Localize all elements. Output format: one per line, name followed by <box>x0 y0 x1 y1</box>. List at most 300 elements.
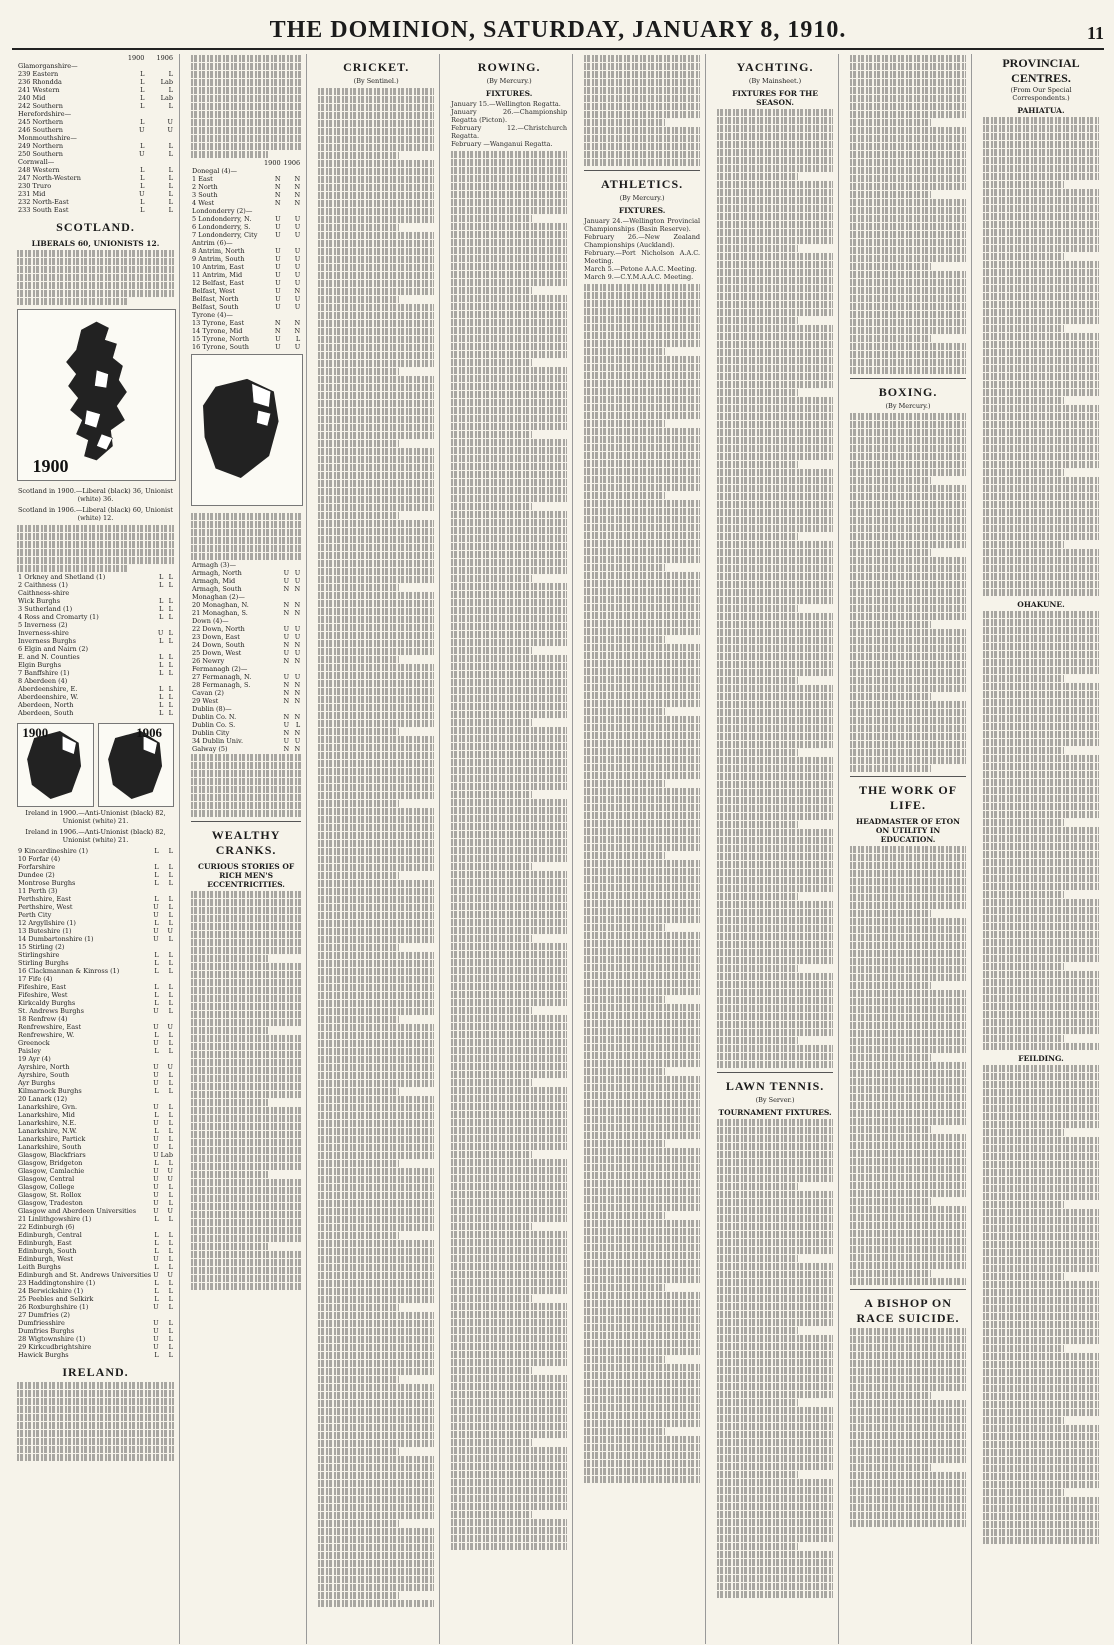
text-line <box>717 1175 833 1182</box>
text-line <box>191 1227 301 1234</box>
constituency-cell: Paisley <box>18 1047 41 1055</box>
text-line <box>451 1175 567 1182</box>
masthead <box>12 8 1104 50</box>
text-line <box>584 1452 700 1459</box>
text-line <box>318 1480 434 1487</box>
text-line <box>451 871 567 878</box>
text-line <box>717 1495 833 1502</box>
constituency-cell: Hawick Burghs <box>18 1351 69 1359</box>
text-line <box>717 773 833 780</box>
text-line <box>717 1207 833 1214</box>
text-line <box>584 1364 700 1371</box>
text-line <box>850 1270 931 1277</box>
text-line <box>318 536 434 543</box>
text-line <box>318 240 434 247</box>
text-line <box>191 1179 301 1186</box>
result-cell: N <box>283 585 290 593</box>
result-cell: N <box>283 745 290 753</box>
text-line <box>850 287 966 294</box>
result-cell: U <box>294 737 301 745</box>
constituency-cell: 6 Londonderry, S. <box>192 223 251 231</box>
text-line <box>717 461 798 468</box>
text-line <box>451 223 567 230</box>
text-line <box>983 715 1099 722</box>
text-line <box>318 872 399 879</box>
text-line <box>584 364 700 371</box>
text-line <box>318 1136 434 1143</box>
result-cell: U <box>167 1063 173 1071</box>
text-line <box>318 1448 399 1455</box>
text-line <box>717 845 833 852</box>
text-line <box>451 759 567 766</box>
result-cell: U <box>153 1191 159 1199</box>
text-line <box>318 1080 434 1087</box>
table-row <box>191 649 301 657</box>
text-line <box>983 859 1099 866</box>
result-cell: U <box>294 271 301 279</box>
text-line <box>451 1271 567 1278</box>
constituency-cell: Glamorganshire— <box>18 62 78 70</box>
text-line <box>451 311 567 318</box>
text-line <box>983 237 1099 244</box>
result-cell <box>279 561 290 569</box>
constituency-cell: Edinburgh, East <box>18 1239 72 1247</box>
constituency-cell: 9 Kincardineshire (1) <box>18 847 89 855</box>
text-line <box>451 1367 532 1374</box>
result-cell: U <box>283 625 290 633</box>
text-line <box>983 795 1099 802</box>
result-cell: L <box>168 991 173 999</box>
text-line <box>850 437 966 444</box>
text-line <box>584 476 700 483</box>
text-line <box>850 1134 966 1141</box>
text-line <box>584 103 700 110</box>
text-line <box>717 1367 833 1374</box>
text-line <box>451 1103 567 1110</box>
fixture-item: February 26.—New Zealand Championships (Auckland). <box>584 233 701 249</box>
text-line <box>850 1062 966 1069</box>
text-line <box>983 939 1099 946</box>
text-line <box>850 1496 966 1503</box>
text-line <box>717 173 798 180</box>
result-cell <box>164 677 174 685</box>
text-line <box>318 1216 434 1223</box>
text-line <box>983 1297 1099 1304</box>
text-line <box>850 589 966 596</box>
constituency-cell: Belfast, West <box>192 287 236 295</box>
text-line <box>850 1416 966 1423</box>
text-line <box>451 367 567 374</box>
text-line <box>584 780 665 787</box>
constituency-cell: Edinburgh and St. Andrews Universities <box>18 1271 152 1279</box>
text-line <box>983 429 1099 436</box>
constituency-cell: 8 Aberdeen (4) <box>18 677 68 685</box>
table-row <box>191 239 301 247</box>
table-row <box>191 745 301 753</box>
text-line <box>318 280 434 287</box>
text-line <box>584 460 700 467</box>
text-line <box>584 956 700 963</box>
result-cell: L <box>168 1159 173 1167</box>
table-row <box>17 597 174 605</box>
text-line <box>318 840 434 847</box>
text-line <box>584 151 700 158</box>
text-line <box>717 1021 833 1028</box>
text-line <box>717 1359 833 1366</box>
result-cell: U <box>167 1271 173 1279</box>
result-cell: L <box>154 999 159 1007</box>
text-line <box>850 1006 966 1013</box>
text-line <box>850 581 966 588</box>
text-line <box>983 389 1099 396</box>
text-line <box>318 1200 434 1207</box>
result-cell: U <box>153 911 159 919</box>
result-cell: L <box>168 637 173 645</box>
result-cell: L <box>140 174 145 182</box>
text-line <box>451 1431 567 1438</box>
table-row <box>17 871 174 879</box>
text-line <box>318 680 434 687</box>
result-cell: U <box>153 1343 159 1351</box>
constituency-cell: Edinburgh, South <box>18 1247 77 1255</box>
map-year-label: 1906 <box>135 725 162 740</box>
athletics-byline: (By Mercury.) <box>619 194 665 202</box>
result-cell <box>153 621 164 629</box>
text-line <box>584 884 700 891</box>
text-line <box>451 623 567 630</box>
result-cell: L <box>168 701 173 709</box>
text-line <box>318 544 434 551</box>
text-line <box>983 643 1099 650</box>
table-row <box>191 295 301 303</box>
result-cell: U <box>153 1151 159 1159</box>
text-line <box>584 444 700 451</box>
text-line <box>318 752 434 759</box>
text-line <box>318 312 434 319</box>
text-line <box>451 231 567 238</box>
text-line <box>584 580 700 587</box>
text-line <box>850 1030 966 1037</box>
constituency-cell: 7 Londonderry, City <box>192 231 258 239</box>
text-line <box>584 852 665 859</box>
text-line <box>983 955 1099 962</box>
text-line <box>584 572 700 579</box>
lawn-text <box>717 1119 833 1598</box>
result-cell: L <box>168 190 173 198</box>
text-line <box>850 934 966 941</box>
text-line <box>451 911 567 918</box>
text-line <box>983 891 1064 898</box>
constituency-cell: 34 Dublin Univ. <box>192 737 244 745</box>
text-line <box>983 1321 1099 1328</box>
text-line <box>717 965 798 972</box>
text-line <box>451 1031 567 1038</box>
result-cell: L <box>168 983 173 991</box>
result-cell: L <box>159 605 164 613</box>
text-line <box>850 565 966 572</box>
text-line <box>451 599 567 606</box>
text-line <box>850 685 966 692</box>
table-row <box>191 327 301 335</box>
scotland-text <box>17 250 174 305</box>
table-row <box>191 657 301 665</box>
result-cell: L <box>168 1303 173 1311</box>
result-cell: U <box>275 247 281 255</box>
text-line <box>717 613 833 620</box>
text-line <box>850 717 966 724</box>
result-cell: L <box>168 166 173 174</box>
constituency-cell: Dumfries Burghs <box>18 1327 75 1335</box>
result-cell: L <box>159 637 164 645</box>
result-cell: U <box>153 903 159 911</box>
text-line <box>850 367 966 374</box>
constituency-cell: Fermanagh (2)— <box>192 665 248 673</box>
text-line <box>717 285 833 292</box>
table-row <box>191 593 301 601</box>
text-line <box>451 775 567 782</box>
text-line <box>584 988 700 995</box>
text-line <box>717 525 833 532</box>
result-cell: L <box>140 166 145 174</box>
constituency-cell: 4 West <box>192 199 215 207</box>
text-line <box>191 1051 301 1058</box>
text-line <box>451 1535 567 1542</box>
text-line <box>983 181 1064 188</box>
text-line <box>584 348 665 355</box>
result-cell: L <box>168 1135 173 1143</box>
text-line <box>983 731 1099 738</box>
result-cell: L <box>168 1239 173 1247</box>
text-line <box>850 613 966 620</box>
text-line <box>850 247 966 254</box>
text-line <box>717 1239 833 1246</box>
table-row <box>17 1335 174 1343</box>
text-line <box>717 1223 833 1230</box>
text-line <box>584 332 700 339</box>
result-cell: L <box>154 951 159 959</box>
text-line <box>584 692 700 699</box>
text-line <box>318 608 434 615</box>
text-line <box>717 1013 833 1020</box>
text-line <box>717 541 833 548</box>
text-line <box>983 1361 1099 1368</box>
result-cell <box>160 943 174 951</box>
text-line <box>983 763 1099 770</box>
constituency-cell: 22 Edinburgh (6) <box>18 1223 75 1231</box>
table-row <box>17 919 174 927</box>
constituency-cell: E. and N. Counties <box>18 653 80 661</box>
result-cell: L <box>159 597 164 605</box>
text-line <box>318 1416 434 1423</box>
text-line <box>451 1263 567 1270</box>
result-cell: L <box>168 1111 173 1119</box>
result-cell: N <box>283 697 290 705</box>
result-cell: U <box>153 1183 159 1191</box>
table-row <box>17 86 174 94</box>
text-line <box>584 1100 700 1107</box>
text-line <box>850 1262 966 1269</box>
text-line <box>983 445 1099 452</box>
text-line <box>983 1489 1064 1496</box>
text-line <box>850 1078 966 1085</box>
text-line <box>850 725 966 732</box>
text-line <box>983 325 1064 332</box>
text-line <box>451 607 567 614</box>
text-line <box>451 1391 567 1398</box>
text-line <box>191 1075 301 1082</box>
text-line <box>318 224 399 231</box>
constituency-cell: 4 Ross and Cromarty (1) <box>18 613 99 621</box>
result-cell <box>279 593 290 601</box>
text-line <box>584 1116 700 1123</box>
text-line <box>584 828 700 835</box>
result-cell: L <box>154 863 159 871</box>
result-cell: L <box>168 919 173 927</box>
result-cell: N <box>294 585 301 593</box>
text-line <box>717 1487 833 1494</box>
text-line <box>717 701 833 708</box>
text-line <box>983 811 1099 818</box>
table-row <box>17 637 174 645</box>
fixture-item: January 15.—Wellington Regatta. <box>451 100 561 108</box>
result-cell: L <box>168 1231 173 1239</box>
constituency-cell: Dundee (2) <box>18 871 55 879</box>
text-line <box>191 1043 301 1050</box>
text-line <box>850 926 966 933</box>
text-line <box>451 351 567 358</box>
text-line <box>584 55 700 62</box>
text-line <box>717 917 833 924</box>
text-line <box>983 549 1099 556</box>
athletics-fixtures <box>584 217 700 281</box>
result-cell: N <box>294 697 301 705</box>
text-line <box>318 88 434 95</box>
text-line <box>850 1504 966 1511</box>
text-line <box>451 903 567 910</box>
result-cell: L <box>168 653 173 661</box>
text-line <box>191 1115 301 1122</box>
result-cell: N <box>294 287 301 295</box>
table-row <box>191 199 301 207</box>
text-line <box>717 517 833 524</box>
result-cell: N <box>294 327 301 335</box>
constituency-cell: 25 Down, West <box>192 649 242 657</box>
text-line <box>717 1045 833 1052</box>
text-line <box>451 967 567 974</box>
result-cell: L <box>168 661 173 669</box>
text-line <box>191 1123 301 1130</box>
text-line <box>451 1135 567 1142</box>
text-line <box>451 511 567 518</box>
text-line <box>451 487 567 494</box>
result-cell: L <box>168 86 173 94</box>
text-line <box>983 197 1099 204</box>
text-line <box>451 439 567 446</box>
result-cell: L <box>154 967 159 975</box>
text-line <box>451 1247 567 1254</box>
text-line <box>983 867 1099 874</box>
text-line <box>850 1038 966 1045</box>
text-line <box>983 189 1099 196</box>
result-cell: U <box>153 1327 159 1335</box>
text-line <box>850 693 931 700</box>
text-line <box>717 1167 833 1174</box>
text-line <box>850 151 966 158</box>
text-line <box>983 1385 1099 1392</box>
text-line <box>451 1255 567 1262</box>
text-line <box>983 557 1099 564</box>
text-line <box>717 397 833 404</box>
text-line <box>318 496 434 503</box>
text-line <box>191 891 301 898</box>
text-line <box>983 1465 1099 1472</box>
text-line <box>983 971 1099 978</box>
text-line <box>983 381 1099 388</box>
text-line <box>717 1399 798 1406</box>
provincial-byline: (From Our Special Correspondents.) <box>1010 86 1072 102</box>
constituency-cell: Kirkcaldy Burghs <box>18 999 76 1007</box>
text-line <box>717 301 833 308</box>
text-line <box>584 380 700 387</box>
text-line <box>850 1392 931 1399</box>
text-line <box>717 1255 798 1262</box>
text-line <box>983 213 1099 220</box>
table-row <box>191 303 301 311</box>
constituency-cell: Lanarkshire, Partick <box>18 1135 86 1143</box>
constituency-cell: 1 Orkney and Shetland (1) <box>18 573 106 581</box>
table-row <box>17 1263 174 1271</box>
text-line <box>318 1472 434 1479</box>
text-line <box>584 756 700 763</box>
constituency-cell: 10 Forfar (4) <box>18 855 61 863</box>
text-line <box>318 1312 434 1319</box>
text-line <box>318 744 434 751</box>
table-row <box>191 191 301 199</box>
text-line <box>318 1016 399 1023</box>
text-line <box>717 1591 833 1598</box>
result-cell: L <box>154 1087 159 1095</box>
fixture-item: March 5.—Petone A.A.C. Meeting. <box>584 265 697 273</box>
text-line <box>983 1241 1099 1248</box>
text-line <box>850 1070 966 1077</box>
constituency-cell: 13 Tyrone, East <box>192 319 245 327</box>
text-line <box>983 149 1099 156</box>
text-line <box>191 939 301 946</box>
result-cell: L <box>159 693 164 701</box>
text-line <box>318 1232 399 1239</box>
text-line <box>983 1265 1099 1272</box>
text-line <box>717 197 833 204</box>
text-line <box>983 293 1099 300</box>
text-line <box>850 1384 966 1391</box>
constituency-cell: Armagh, Mid <box>192 577 236 585</box>
result-cell: N <box>283 681 290 689</box>
text-line <box>717 1053 833 1060</box>
text-line <box>584 1180 700 1187</box>
text-line <box>983 1473 1099 1480</box>
text-line <box>584 111 700 118</box>
text-line <box>850 343 966 350</box>
result-cell <box>117 158 146 166</box>
text-line <box>983 1441 1099 1448</box>
text-line <box>983 1313 1099 1320</box>
text-line <box>850 1190 966 1197</box>
table-row <box>17 150 174 158</box>
text-line <box>451 1303 567 1310</box>
table-row <box>17 685 174 693</box>
text-line <box>717 141 833 148</box>
result-cell: L <box>168 174 173 182</box>
